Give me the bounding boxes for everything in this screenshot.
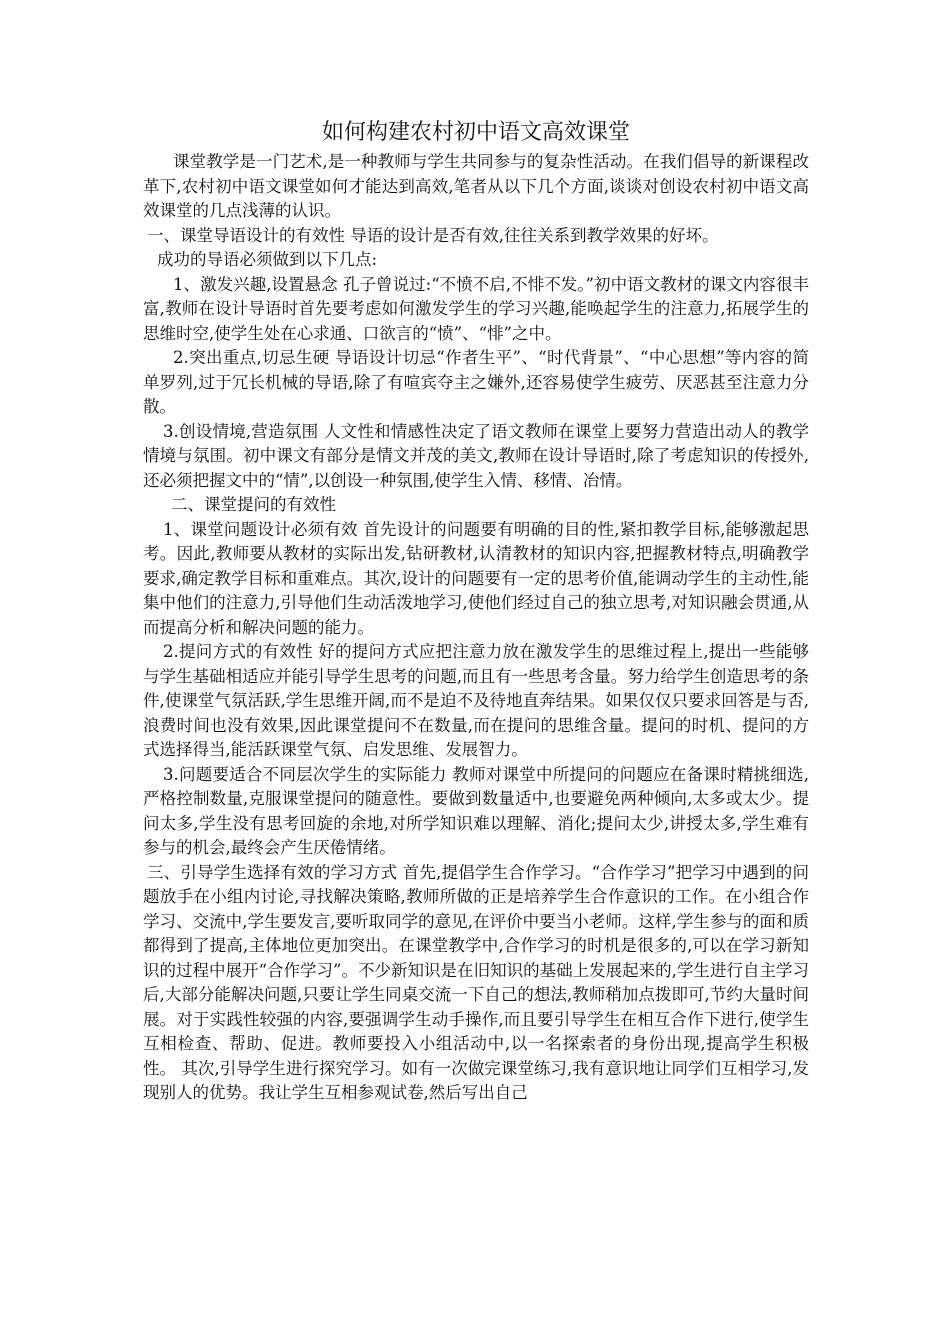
section-2-item-1: 1、课堂问题设计必须有效 首先设计的问题要有明确的目的性,紧扣教学目标,能够激起思考。因此,教师要从教材的实际出发,钻研教材,认清教材的知识内容,把握教材特点,明确教学要求,确定教学目标和重难点。其次,设计的问题要有一定的思考价值,能调动学生的主动性,能集中他们的注意力,引导他们生动活泼地学习,使他们经过自己的独立思考,对知识融会贯通,从而提高分析和解决问题的能力。 [143, 519, 809, 637]
intro-paragraph: 课堂教学是一门艺术,是一种教师与学生共同参与的复杂性活动。在我们倡导的新课程改革下,农村初中语文课堂如何才能达到高效,笔者从以下几个方面,谈谈对创设农村初中语文高效课堂的几点浅薄的认识。 [143, 152, 809, 220]
section-2-heading: 二、课堂提问的有效性 [171, 495, 336, 514]
document-title: 如何构建农村初中语文高效课堂 [321, 120, 630, 145]
section-3-paragraph: 三、引导学生选择有效的学习方式 首先,提倡学生合作学习。“合作学习”把学习中遇到的问题放手在小组内讨论,寻找解决策略,教师所做的正是培养学生合作意识的工作。在小组合作学习、交流中,学生要发言,要听取同学的意见,在评价中要当小老师。这样,学生参与的面和质都得到了提高,主体地位更加突出。在课堂教学中,合作学习的时机是很多的,可以在学习新知识的过程中展开“合作学习”。不少新知识是在旧知识的基础上发展起来的,学生进行自主学习后,大部分能解决问题,只要让学生同桌交流一下自己的想法,教师稍加点拨即可,节约大量时间展。对于实践性较强的内容,要强调学生动手操作,而且要引导学生在相互合作下进行,使学生互相检查、帮助、促进。教师要投入小组活动中,以一名探索者的身份出现,提高学生积极性。 其次,引导学生进行探究学习。如有一次做完课堂练习,我有意识地让同学们互相学习,发现别人的优势。我让学生互相参观试卷,然后写出自己 [143, 862, 809, 1102]
section-2-item-3: 3.问题要适合不同层次学生的实际能力 教师对课堂中所提问的问题应在备课时精挑细选,严格控制数量,克服课堂提问的随意性。要做到数量适中,也要避免两种倾向,太多或太少。提问太多,学生没有思考回旋的余地,对所学知识难以理解、消化;提问太少,讲授太多,学生难有参与的机会,最终会产生厌倦情绪。 [143, 764, 809, 857]
section-1-item-1: 1、激发兴趣,设置悬念 孔子曾说过:“不愤不启,不悱不发。”初中语文教材的课文内容很丰富,教师在设计导语时首先要考虑如何激发学生的学习兴趣,能唤起学生的注意力,拓展学生的思维时空,使学生处在心求通、口欲言的“愤”、“悱”之中。 [143, 274, 809, 343]
section-1-item-3: 3.创设情境,营造氛围 人文性和情感性决定了语文教师在课堂上要努力营造出动人的教学情境与氛围。初中课文有部分是情文并茂的美文,教师在设计导语时,除了考虑知识的传授外,还必须把握文中的“情”,以创设一种氛围,使学生入情、移情、冶情。 [143, 421, 809, 490]
section-1-lead: 成功的导语必须做到以下几点: [157, 250, 378, 269]
document-page [143, 118, 809, 1106]
section-2-item-2: 2.提问方式的有效性 好的提问方式应把注意力放在激发学生的思维过程上,提出一些能够与学生基础相适应并能引导学生思考的问题,而且有一些思考含量。努力给学生创造思考的条件,使课堂气氛活跃,学生思维开阔,而不是迫不及待地直奔结果。如果仅仅只要求回答是与否,浪费时间也没有效果,因此课堂提问不在数量,而在提问的思维含量。提问的时机、提问的方式选择得当,能活跃课堂气氛、启发思维、发展智力。 [143, 642, 809, 759]
section-1-item-2: 2.突出重点,切忌生硬 导语设计切忌“作者生平”、“时代背景”、“中心思想”等内容的简单罗列,过于冗长机械的导语,除了有喧宾夺主之嫌外,还容易使学生疲劳、厌恶甚至注意力分散。 [143, 348, 809, 416]
section-1-heading: 一、课堂导语设计的有效性 导语的设计是否有效,往往关系到教学效果的好坏。 [147, 225, 719, 245]
